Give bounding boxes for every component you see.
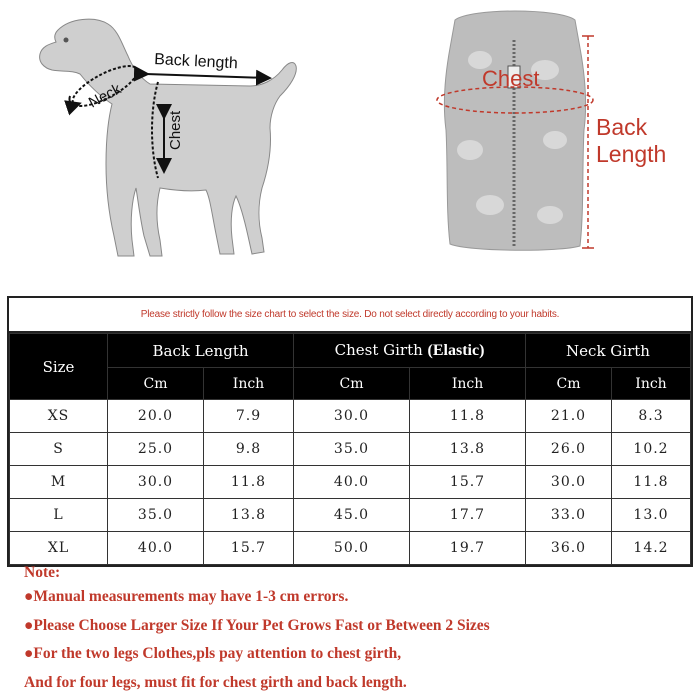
- garment-chest-label: Chest: [482, 66, 540, 91]
- back-inch-header: Inch: [204, 368, 294, 400]
- neck-cm-cell: 30.0: [526, 466, 612, 499]
- back-inch-cell: 9.8: [204, 433, 294, 466]
- note-line-two-legs: ●For the two legs Clothes,pls pay attention to chest girth,: [24, 645, 402, 662]
- chest-cm-header: Cm: [294, 368, 410, 400]
- chest-girth-elastic: (Elastic): [427, 342, 485, 359]
- garment-back-label-line2: Length: [596, 141, 667, 167]
- chest-inch-header: Inch: [410, 368, 526, 400]
- note-line-larger-size: ●Please Choose Larger Size If Your Pet Grows Fast or Between 2 Sizes: [24, 616, 490, 634]
- table-row: [10, 433, 691, 466]
- chest-girth-header-text: Chest Girth: [334, 341, 423, 359]
- neck-cm-cell: 21.0: [526, 400, 612, 433]
- neck-inch-cell: 10.2: [612, 433, 691, 466]
- note-line-four-legs: And for four legs, must fit for chest girth and back length.: [24, 673, 407, 691]
- neck-inch-cell: 13.0: [612, 499, 691, 532]
- garment-back-label-line1: Back: [596, 114, 648, 140]
- neck-cm-header: Cm: [526, 368, 612, 400]
- back-cm-cell: 25.0: [108, 433, 204, 466]
- neck-cm-cell: 26.0: [526, 433, 612, 466]
- back-cm-cell: 30.0: [108, 466, 204, 499]
- back-cm-cell: 40.0: [108, 532, 204, 565]
- chest-cm-cell: 45.0: [294, 499, 410, 532]
- size-cell: XS: [10, 400, 108, 433]
- chest-label: Chest: [167, 110, 184, 150]
- size-table: [9, 333, 691, 565]
- neck-inch-cell: 11.8: [612, 466, 691, 499]
- neck-inch-cell: 8.3: [612, 400, 691, 433]
- back-inch-cell: 11.8: [204, 466, 294, 499]
- chest-cm-cell: 50.0: [294, 532, 410, 565]
- notes-section: [24, 563, 684, 697]
- garment-illustration: [444, 11, 585, 250]
- size-chart: [7, 296, 693, 567]
- neck-inch-cell: 14.2: [612, 532, 691, 565]
- table-row: [10, 532, 691, 565]
- measurement-illustrations: [0, 0, 700, 290]
- size-cell: XL: [10, 532, 108, 565]
- notes-title: Note:: [24, 564, 61, 581]
- back-length-label: Back length: [153, 51, 239, 73]
- back-inch-cell: 15.7: [204, 532, 294, 565]
- back-length-header: Back Length: [108, 334, 294, 368]
- back-cm-cell: 35.0: [108, 499, 204, 532]
- neck-cm-cell: 33.0: [526, 499, 612, 532]
- back-cm-header: Cm: [108, 368, 204, 400]
- chest-inch-cell: 15.7: [410, 466, 526, 499]
- chest-cm-cell: 30.0: [294, 400, 410, 433]
- neck-girth-header: Neck Girth: [526, 334, 691, 368]
- neck-cm-cell: 36.0: [526, 532, 612, 565]
- back-inch-cell: 13.8: [204, 499, 294, 532]
- size-cell: L: [10, 499, 108, 532]
- neck-inch-header: Inch: [612, 368, 691, 400]
- illustration-canvas: [0, 0, 700, 290]
- chest-inch-cell: 11.8: [410, 400, 526, 433]
- chest-girth-header: [294, 334, 526, 368]
- size-cell: M: [10, 466, 108, 499]
- size-cell: S: [10, 433, 108, 466]
- table-row: [10, 499, 691, 532]
- size-header: Size: [10, 334, 108, 400]
- chest-inch-cell: 17.7: [410, 499, 526, 532]
- table-row: [10, 400, 691, 433]
- note-line-errors: ●Manual measurements may have 1-3 cm errors.: [24, 588, 349, 605]
- neck-label: Neck: [85, 80, 125, 112]
- chest-inch-cell: 13.8: [410, 433, 526, 466]
- chest-cm-cell: 35.0: [294, 433, 410, 466]
- chest-inch-cell: 19.7: [410, 532, 526, 565]
- back-length-arrow: [146, 74, 268, 78]
- back-inch-cell: 7.9: [204, 400, 294, 433]
- table-row: [10, 466, 691, 499]
- back-cm-cell: 20.0: [108, 400, 204, 433]
- size-chart-notice: Please strictly follow the size chart to select the size. Do not select directly according to your habits.: [9, 298, 691, 333]
- chest-cm-cell: 40.0: [294, 466, 410, 499]
